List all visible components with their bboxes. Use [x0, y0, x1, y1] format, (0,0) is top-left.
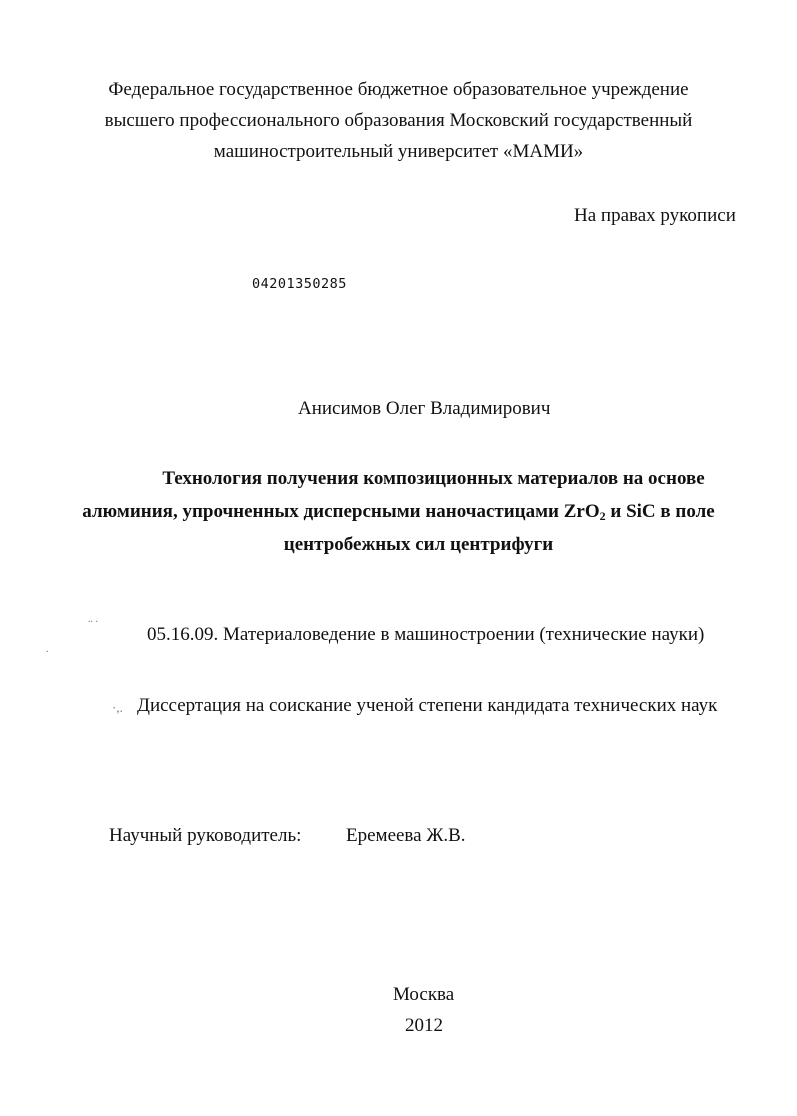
supervisor-name: Еремеева Ж.В. [346, 825, 466, 846]
title-subscript: 2 [599, 509, 606, 523]
institution-line: машиностроительный университет «МАМИ» [213, 141, 584, 162]
supervisor-label: Научный руководитель: [109, 825, 302, 846]
scan-mark: . [46, 644, 49, 655]
title-line-2-suffix: и SiC в поле [605, 501, 715, 522]
specialty: 05.16.09. Материаловедение в машиностроении (технические науки) [147, 624, 705, 645]
title-line-2-prefix: алюминия, упрочненных дисперсными наночастицами ZrO [82, 501, 600, 522]
institution-block [0, 74, 797, 167]
dissertation-type: Диссертация на соискание ученой степени кандидата технических наук [137, 695, 718, 716]
author-name: Анисимов Олег Владимирович [298, 398, 551, 419]
title-line-1: Технология получения композиционных материалов на основе [162, 468, 705, 489]
scan-mark: ·,. [112, 700, 123, 715]
city: Москва [393, 984, 455, 1005]
scan-mark: .. . [88, 614, 98, 625]
title-line-3: центробежных сил центрифуги [283, 534, 554, 555]
catalog-code: 04201350285 [252, 276, 347, 292]
title-line-2 [0, 495, 797, 528]
dissertation-title [0, 462, 797, 561]
rights-note: На правах рукописи [574, 205, 736, 226]
year: 2012 [405, 1015, 443, 1036]
institution-line: высшего профессионального образования Московский государственный [104, 110, 693, 131]
institution-line: Федеральное государственное бюджетное образовательное учреждение [108, 79, 689, 100]
